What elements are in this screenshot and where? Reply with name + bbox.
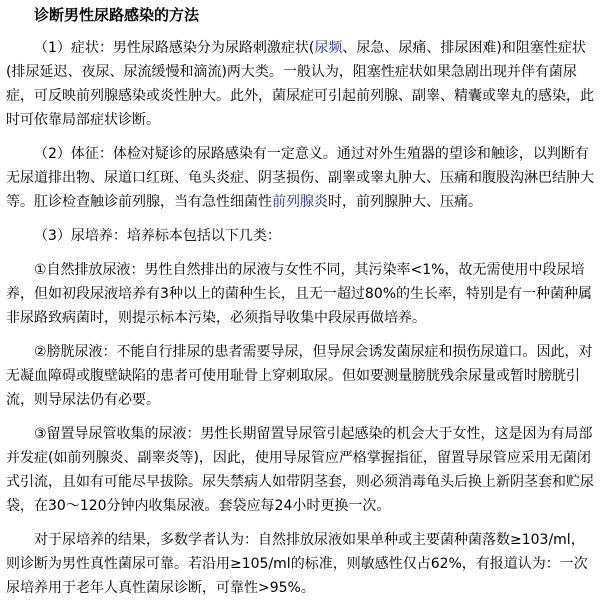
paragraph-urine-culture: （3）尿培养：培养标本包括以下几类：	[34, 228, 281, 244]
paragraph-natural-urine: ①自然排放尿液：男性自然排出的尿液与女性不同，其污染率<1%，故无需使用中段尿培养，但如初段尿液培养有3种以上的菌种生长，且无一超过80%的生长率，特别是有一种菌种属非尿路致病菌时，则提示标本污染，必须指导收集中段尿再做培养。	[6, 262, 593, 326]
text-segment: （2）体征：体检对疑诊的尿路感染有一定意义。通过对外生殖器的望诊和触诊，以判断有无尿道排出物、尿道口红斑、龟头炎症、阴茎损伤、副睾或睾丸肿大、压痛和腹股沟淋巴结肿大等。肛诊检查触诊前列腺，当有急性细菌性	[6, 146, 594, 210]
paragraph-bladder-urine: ②膀胱尿液：不能自行排尿的患者需要导尿，但导尿会诱发菌尿症和损伤尿道口。因此，对无凝血障碍或腹壁缺陷的患者可使用耻骨上穿刺取尿。但如要测量膀胱残余尿量或暂时膀胱引流，则导尿法仍有必要。	[6, 344, 593, 408]
text-segment: 时，前列腺肿大、压痛。	[328, 194, 482, 210]
paragraph-catheter-urine: ③留置导尿管收集的尿液：男性长期留置导尿管引起感染的机会大于女性，这是因为有局部并发症(如前列腺炎、副睾炎等)，因此，使用导尿管应严格掌握指征，留置导尿管应采用无菌闭式引流，且如有可能尽早拔除。尿失禁病人如带阴茎套，则必须消毒龟头后换上新阴茎套和贮尿袋，在30～120分钟内收集尿液。套袋应每24小时更换一次。	[6, 426, 594, 514]
link-prostatitis[interactable]: 前列腺炎	[272, 194, 328, 210]
article-title: 诊断男性尿路感染的方法	[34, 6, 200, 24]
link-frequent-urination[interactable]: 尿频	[314, 40, 343, 56]
paragraph-culture-results: 对于尿培养的结果，多数学者认为：自然排放尿液如果单种或主要菌种菌落数≥103/ml，则诊断为男性真性菌尿可靠。若沿用≥105/ml的标准，则敏感性仅占62%，有报道认为：一次尿培养用于老年人真性菌尿诊断，可靠性>95%。	[6, 532, 588, 596]
text-segment: 、尿急、尿痛、排尿困难)和阻塞性症状(排尿延迟、夜尿、尿流缓慢和滴流)两大类。一般认为，阻塞性症状如果急剧出现并伴有菌尿症，可反映前列腺感染或炎性肿大。此外，菌尿症可引起前列腺、副睾、精囊或睾丸的感染，此时可依靠局部症状诊断。	[6, 40, 594, 128]
text-segment: （1）症状：男性尿路感染分为尿路刺激症状(	[34, 40, 315, 56]
paragraph-symptoms	[6, 36, 594, 132]
paragraph-signs	[6, 142, 594, 214]
